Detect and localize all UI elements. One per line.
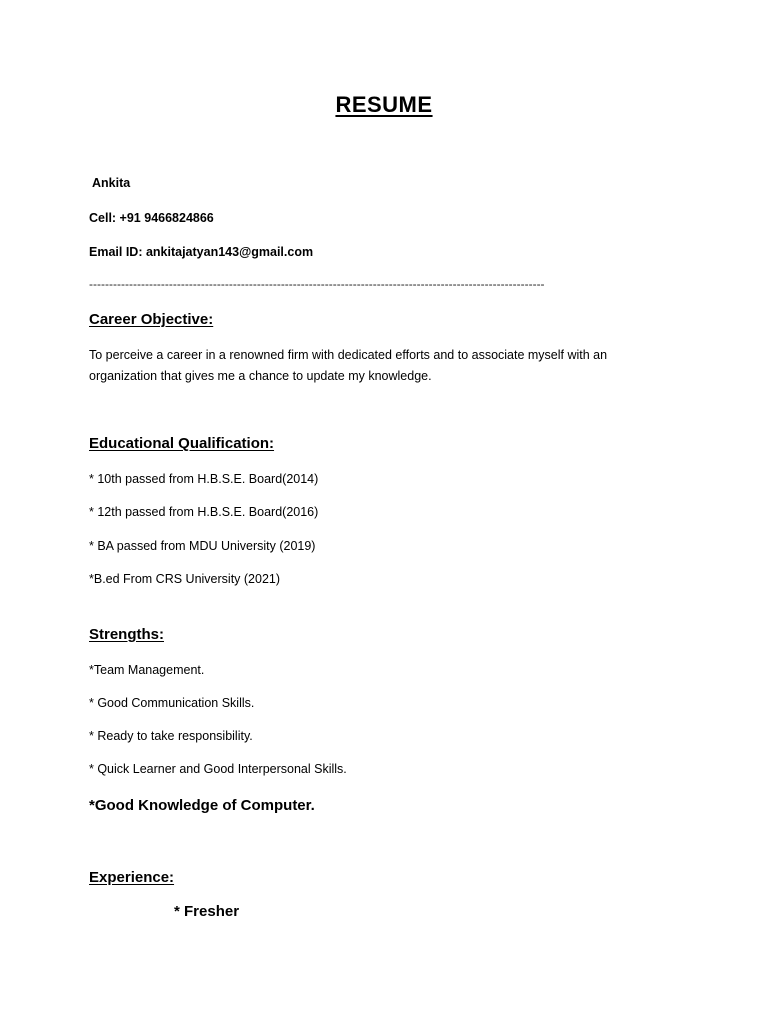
education-item: *B.ed From CRS University (2021) (89, 572, 281, 586)
email-id: Email ID: ankitajatyan143@gmail.com (89, 245, 314, 259)
strength-item: *Team Management. (89, 663, 205, 677)
education-heading: Educational Qualification: (89, 435, 275, 452)
career-objective-heading: Career Objective: (89, 311, 214, 328)
career-objective-text: To perceive a career in a renowned firm with dedicated efforts and to associate myself with an organization that gives me a chance to update my knowledge. (89, 348, 608, 383)
education-item: * 10th passed from H.B.S.E. Board(2014) (89, 472, 319, 486)
strength-item: * Ready to take responsibility. (89, 729, 253, 743)
page-title: RESUME (335, 92, 433, 117)
experience-heading: Experience: (89, 869, 175, 886)
candidate-name: Ankita (92, 176, 131, 190)
computer-knowledge-highlight: *Good Knowledge of Computer. (89, 797, 315, 814)
education-item: * 12th passed from H.B.S.E. Board(2016) (89, 505, 319, 519)
section-divider: ------------------------------------------------------------------------------------------------------------------ (89, 277, 545, 291)
experience-value: * Fresher (174, 903, 240, 920)
strength-item: * Quick Learner and Good Interpersonal Skills. (89, 762, 347, 776)
strengths-heading: Strengths: (89, 626, 164, 643)
cell-number: Cell: +91 9466824866 (89, 211, 214, 225)
strength-item: * Good Communication Skills. (89, 696, 255, 710)
education-item: * BA passed from MDU University (2019) (89, 539, 316, 553)
